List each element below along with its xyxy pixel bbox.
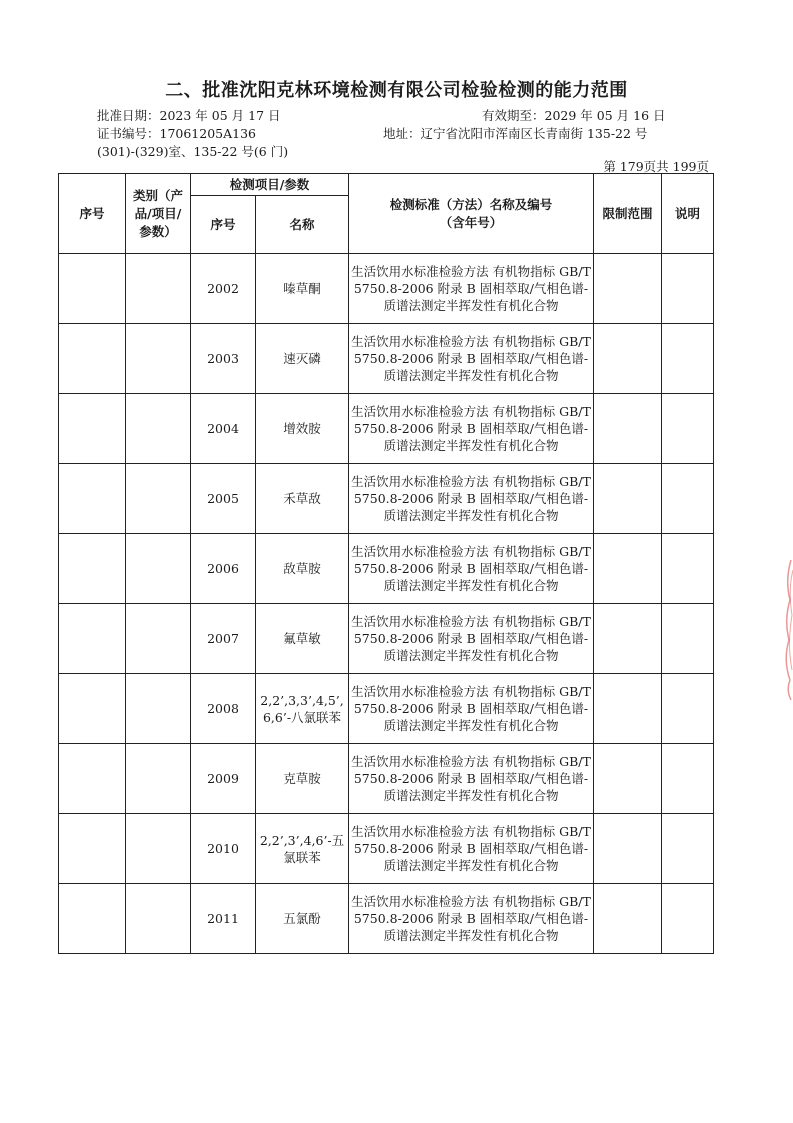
remark-cell [662, 884, 714, 954]
item-number-cell: 2008 [191, 674, 256, 744]
standard-cell: 生活饮用水标准检验方法 有机物指标 GB/T 5750.8-2006 附录 B 固相萃取/气相色谱-质谱法测定半挥发性有机化合物 [349, 814, 594, 884]
seq-cell [59, 324, 126, 394]
remark-cell [662, 464, 714, 534]
seq-cell [59, 884, 126, 954]
page-number: 第 179页共 199页 [603, 159, 709, 174]
address: 地址：辽宁省沈阳市浑南区长青南街 135-22 号 [383, 126, 648, 141]
approval-date: 批准日期：2023 年 05 月 17 日 [97, 108, 281, 123]
table-row [59, 744, 714, 814]
limit-cell [594, 884, 662, 954]
category-cell [126, 394, 191, 464]
standard-cell: 生活饮用水标准检验方法 有机物指标 GB/T 5750.8-2006 附录 B 固相萃取/气相色谱-质谱法测定半挥发性有机化合物 [349, 464, 594, 534]
seq-cell [59, 604, 126, 674]
item-name-cell: 嗪草酮 [256, 254, 349, 324]
capability-scope-table [58, 173, 714, 954]
category-cell [126, 604, 191, 674]
remark-cell [662, 674, 714, 744]
category-cell [126, 744, 191, 814]
remark-cell [662, 254, 714, 324]
standard-cell: 生活饮用水标准检验方法 有机物指标 GB/T 5750.8-2006 附录 B 固相萃取/气相色谱-质谱法测定半挥发性有机化合物 [349, 884, 594, 954]
remark-cell [662, 394, 714, 464]
table-row [59, 254, 714, 324]
category-cell [126, 534, 191, 604]
item-name-cell: 氟草敏 [256, 604, 349, 674]
category-cell [126, 884, 191, 954]
item-number-cell: 2007 [191, 604, 256, 674]
item-name-cell: 2,2’,3,3’,4,5’,6,6’-八氯联苯 [256, 674, 349, 744]
seq-cell [59, 254, 126, 324]
standard-cell: 生活饮用水标准检验方法 有机物指标 GB/T 5750.8-2006 附录 B 固相萃取/气相色谱-质谱法测定半挥发性有机化合物 [349, 744, 594, 814]
table-row [59, 604, 714, 674]
item-number-cell: 2004 [191, 394, 256, 464]
header-item-group: 检测项目/参数 [191, 174, 349, 196]
item-number-cell: 2011 [191, 884, 256, 954]
limit-cell [594, 674, 662, 744]
header-sub-name: 名称 [256, 196, 349, 254]
limit-cell [594, 604, 662, 674]
header-seq: 序号 [59, 174, 126, 254]
remark-cell [662, 604, 714, 674]
certificate-number: 证书编号：17061205A136 [97, 126, 257, 141]
seq-cell [59, 814, 126, 884]
category-cell [126, 324, 191, 394]
item-name-cell: 增效胺 [256, 394, 349, 464]
item-name-cell: 五氯酚 [256, 884, 349, 954]
item-name-cell: 2,2’,3’,4,6’-五氯联苯 [256, 814, 349, 884]
item-number-cell: 2010 [191, 814, 256, 884]
table-row [59, 534, 714, 604]
seq-cell [59, 394, 126, 464]
standard-cell: 生活饮用水标准检验方法 有机物指标 GB/T 5750.8-2006 附录 B 固相萃取/气相色谱-质谱法测定半挥发性有机化合物 [349, 394, 594, 464]
remark-cell [662, 534, 714, 604]
seq-cell [59, 744, 126, 814]
item-number-cell: 2005 [191, 464, 256, 534]
table-row [59, 394, 714, 464]
header-standard: 检测标准（方法）名称及编号（含年号） [349, 174, 594, 254]
category-cell [126, 674, 191, 744]
item-name-cell: 克草胺 [256, 744, 349, 814]
remark-cell [662, 324, 714, 394]
item-number-cell: 2002 [191, 254, 256, 324]
limit-cell [594, 744, 662, 814]
item-number-cell: 2009 [191, 744, 256, 814]
standard-cell: 生活饮用水标准检验方法 有机物指标 GB/T 5750.8-2006 附录 B 固相萃取/气相色谱-质谱法测定半挥发性有机化合物 [349, 534, 594, 604]
category-cell [126, 814, 191, 884]
item-name-cell: 敌草胺 [256, 534, 349, 604]
standard-cell: 生活饮用水标准检验方法 有机物指标 GB/T 5750.8-2006 附录 B 固相萃取/气相色谱-质谱法测定半挥发性有机化合物 [349, 604, 594, 674]
header-limit: 限制范围 [594, 174, 662, 254]
remark-cell [662, 744, 714, 814]
header-remark: 说明 [662, 174, 714, 254]
limit-cell [594, 254, 662, 324]
seq-cell [59, 674, 126, 744]
table-row [59, 324, 714, 394]
table-row [59, 814, 714, 884]
table-row [59, 674, 714, 744]
limit-cell [594, 324, 662, 394]
remark-cell [662, 814, 714, 884]
limit-cell [594, 394, 662, 464]
category-cell [126, 464, 191, 534]
page-title: 二、批准沈阳克林环境检测有限公司检验检测的能力范围 [165, 80, 628, 101]
limit-cell [594, 814, 662, 884]
standard-cell: 生活饮用水标准检验方法 有机物指标 GB/T 5750.8-2006 附录 B 固相萃取/气相色谱-质谱法测定半挥发性有机化合物 [349, 254, 594, 324]
limit-cell [594, 534, 662, 604]
standard-cell: 生活饮用水标准检验方法 有机物指标 GB/T 5750.8-2006 附录 B 固相萃取/气相色谱-质谱法测定半挥发性有机化合物 [349, 324, 594, 394]
item-name-cell: 速灭磷 [256, 324, 349, 394]
header-sub-seq: 序号 [191, 196, 256, 254]
seq-cell [59, 534, 126, 604]
category-cell [126, 254, 191, 324]
header-category: 类别（产品/项目/参数） [126, 174, 191, 254]
item-number-cell: 2006 [191, 534, 256, 604]
limit-cell [594, 464, 662, 534]
table-row [59, 464, 714, 534]
valid-until: 有效期至：2029 年 05 月 16 日 [482, 108, 666, 123]
item-number-cell: 2003 [191, 324, 256, 394]
table-row [59, 884, 714, 954]
standard-cell: 生活饮用水标准检验方法 有机物指标 GB/T 5750.8-2006 附录 B 固相萃取/气相色谱-质谱法测定半挥发性有机化合物 [349, 674, 594, 744]
red-stamp-edge [781, 560, 793, 700]
seq-cell [59, 464, 126, 534]
item-name-cell: 禾草敌 [256, 464, 349, 534]
address-continued: (301)-(329)室、135-22 号(6 门) [97, 144, 289, 159]
